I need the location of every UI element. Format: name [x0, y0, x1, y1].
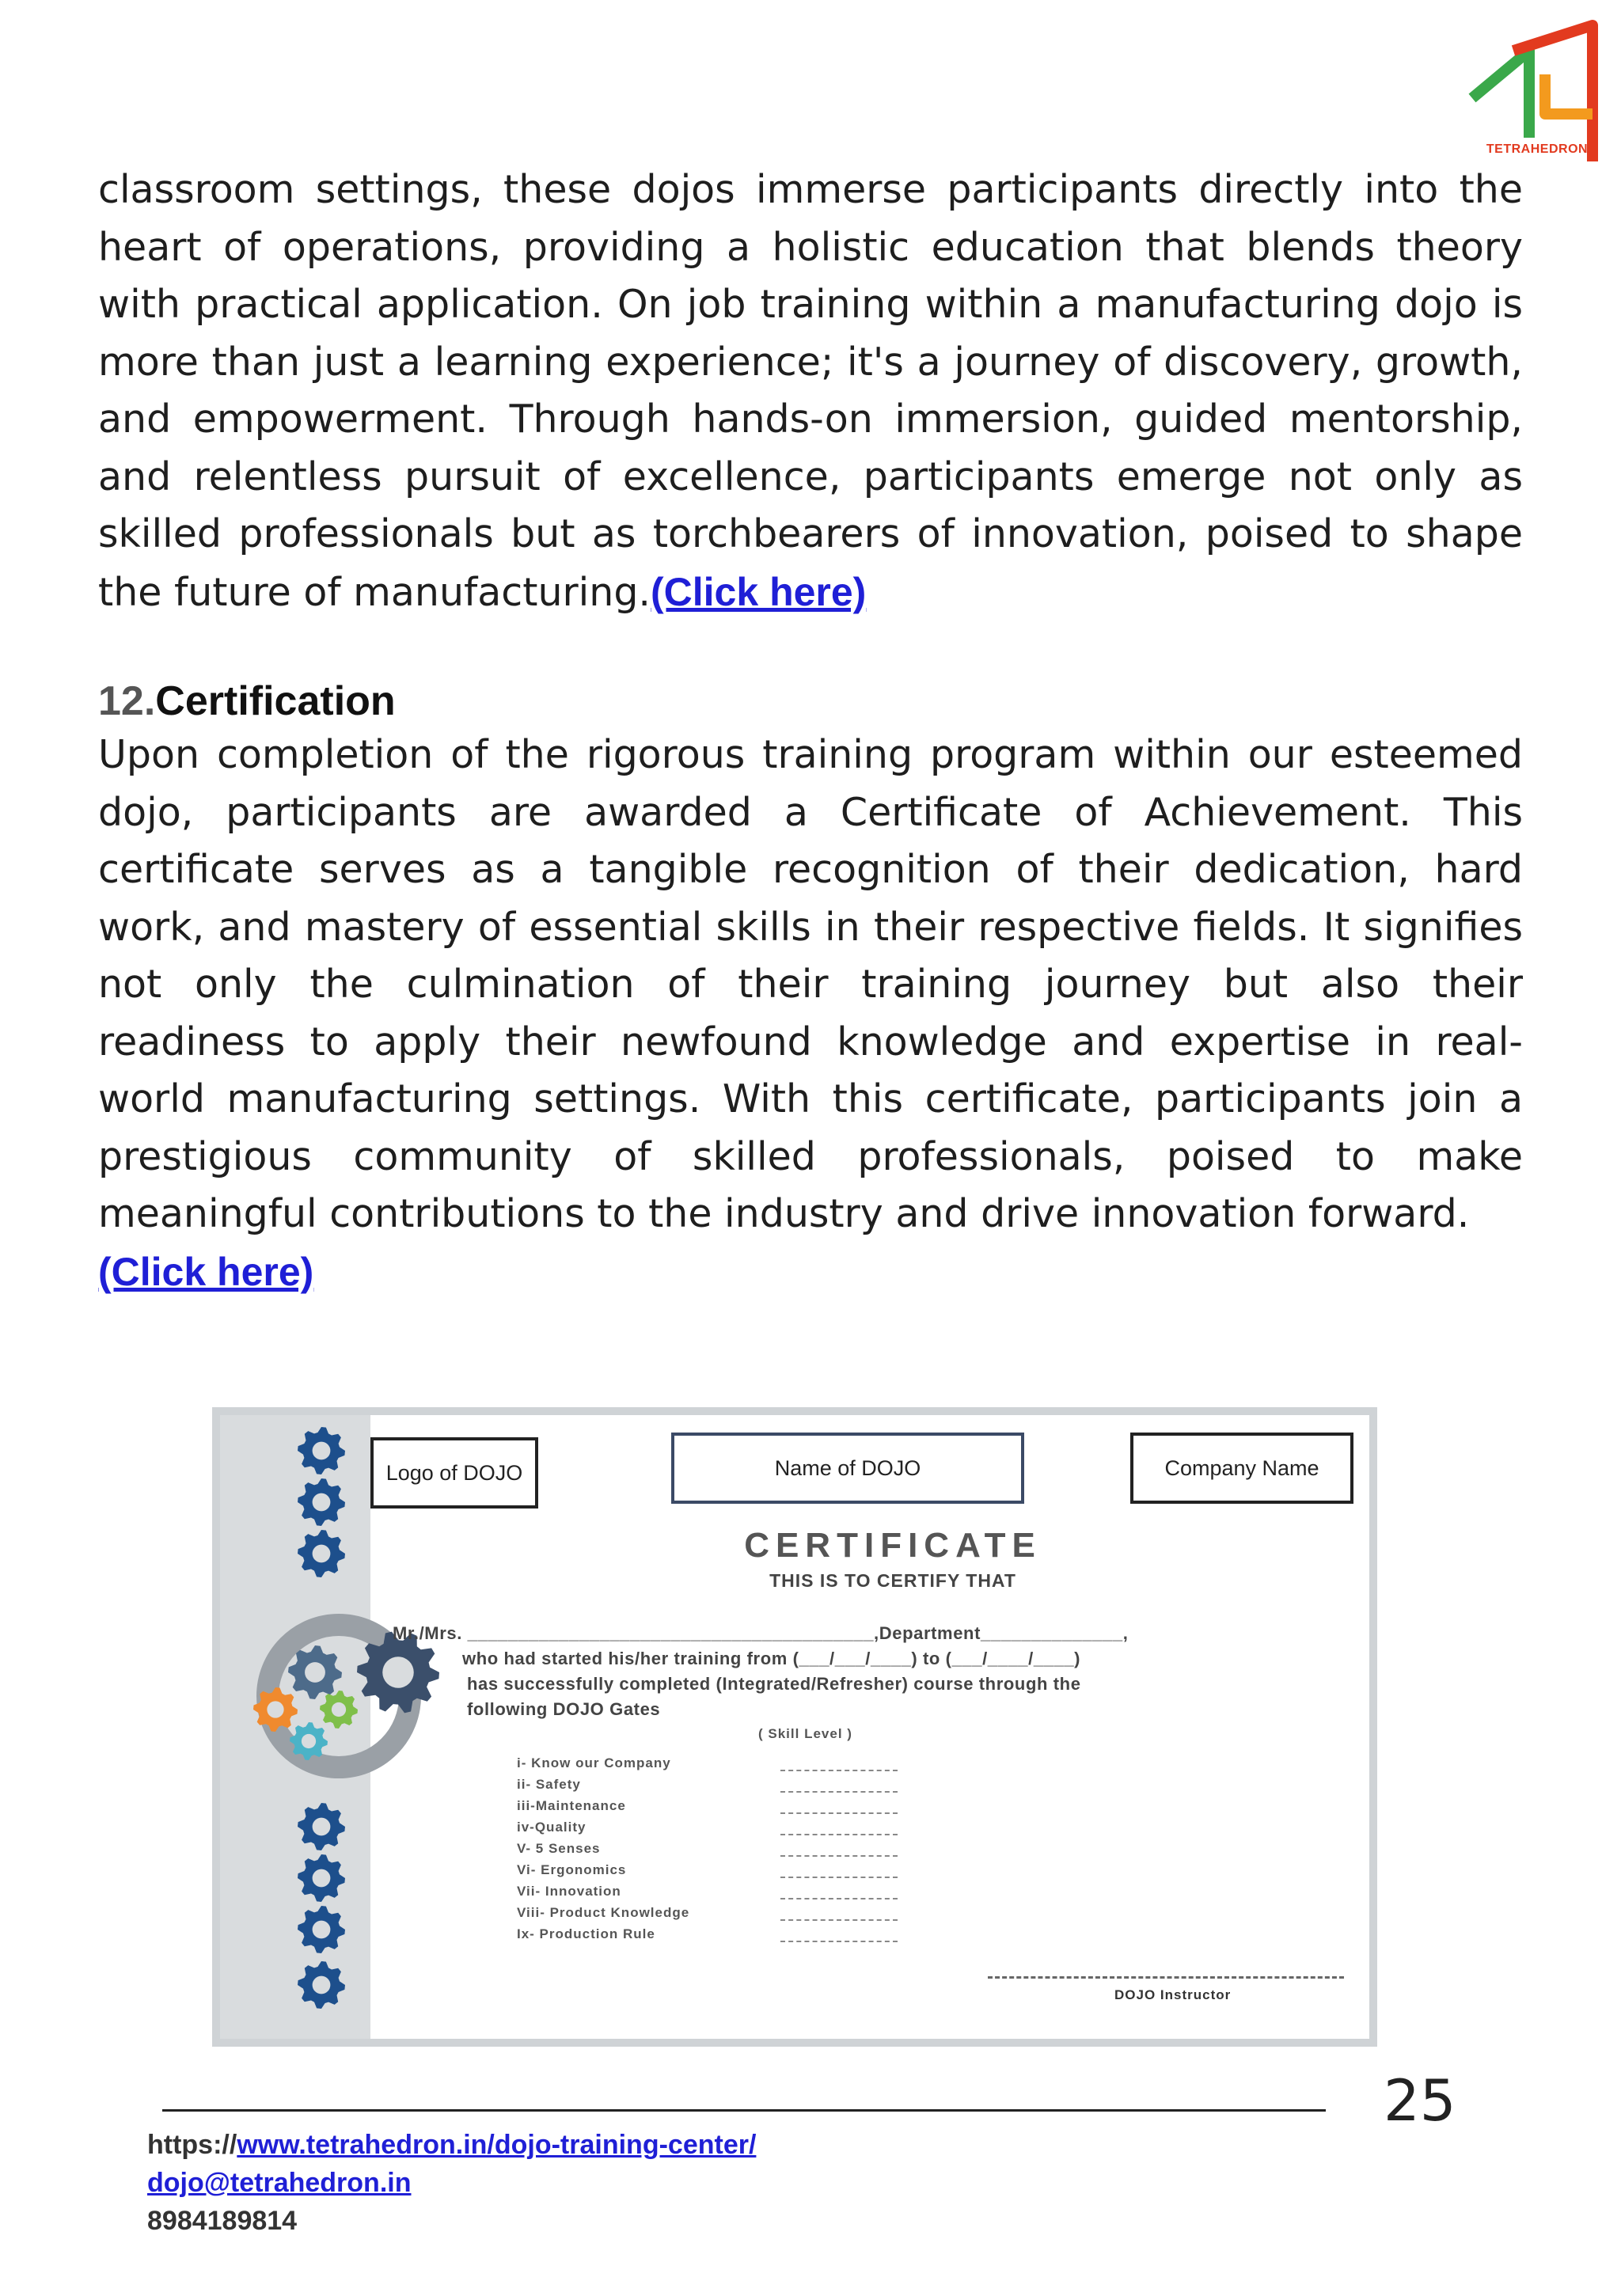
tetrahedron-logo: [1466, 19, 1600, 161]
skill-level-blank: [780, 1941, 898, 1942]
page-number: 25: [1384, 2067, 1456, 2134]
skill-item: iv-Quality: [517, 1820, 587, 1835]
paragraph-text: the future of manufacturing.: [98, 569, 651, 615]
name-of-dojo-box: Name of DOJO: [671, 1433, 1024, 1504]
skill-item: Viii- Product Knowledge: [517, 1905, 690, 1920]
gear-icon: [298, 1906, 345, 1953]
paragraph-line: and empowerment. Through hands-on immersion, guided mentorship,: [98, 397, 1523, 442]
company-name-box: Company Name: [1130, 1433, 1353, 1504]
gear-icon: [298, 1854, 345, 1902]
footer-rule: [162, 2109, 1326, 2112]
click-here-link[interactable]: (Click here): [98, 1249, 314, 1294]
footer-email: [147, 2168, 411, 2199]
gear-icon: [298, 1803, 345, 1850]
gear-icon: [253, 1687, 298, 1732]
skill-level-header: ( Skill Level ): [758, 1726, 852, 1741]
skill-level-blank: [780, 1770, 898, 1771]
certificate-image: [212, 1407, 1377, 2047]
logo-of-dojo-box: Logo of DOJO: [370, 1437, 538, 1509]
skill-level-blank: [780, 1855, 898, 1857]
gear-icon: [320, 1691, 358, 1729]
section-number: 12.: [98, 678, 156, 724]
skill-level-blank: [780, 1877, 898, 1878]
paragraph-line: and relentless pursuit of excellence, participants emerge not only as: [98, 454, 1523, 499]
certificate-subtitle: THIS IS TO CERTIFY THAT: [769, 1570, 1016, 1591]
paragraph-line: dojo, participants are awarded a Certificate of Achievement. This: [98, 789, 1523, 835]
paragraph-line: skilled professionals but as torchbearers of innovation, poised to shape: [98, 511, 1523, 556]
signature-line: [988, 1976, 1344, 1979]
skill-item: Vi- Ergonomics: [517, 1862, 627, 1877]
skill-level-blank: [780, 1812, 898, 1814]
gear-icon: [357, 1632, 439, 1713]
paragraph-line: with practical application. On job training within a manufacturing dojo is: [98, 282, 1523, 327]
paragraph-line: readiness to apply their newfound knowledge and expertise in real-: [98, 1019, 1523, 1065]
paragraph-line: heart of operations, providing a holistic education that blends theory: [98, 224, 1523, 270]
certificate-body: [220, 1415, 1369, 2039]
paragraph-line: classroom settings, these dojos immerse participants directly into the: [98, 167, 1523, 212]
click-here-link[interactable]: (Click here): [651, 569, 867, 614]
footer-phone: [147, 2206, 297, 2237]
certificate-gates-line: following DOJO Gates: [467, 1699, 661, 1719]
certificate-date-line: who had started his/her training from (___/___/____) to (___/____/____): [462, 1649, 1081, 1668]
skill-level-blank: [780, 1898, 898, 1899]
skill-item: Ix- Production Rule: [517, 1926, 655, 1941]
phone-number: 8984189814: [147, 2206, 298, 2236]
logo-text: TETRAHEDRON: [1486, 142, 1589, 156]
skill-item: i- Know our Company: [517, 1755, 671, 1770]
section-heading: [98, 677, 396, 725]
paragraph-line: Upon completion of the rigorous training program within our esteemed: [98, 732, 1523, 777]
section-12-paragraph: [98, 727, 1523, 1300]
website-link[interactable]: www.tetrahedron.in/dojo-training-center/: [237, 2130, 757, 2160]
skill-item: V- 5 Senses: [517, 1841, 601, 1856]
certificate-title: CERTIFICATE: [744, 1526, 1042, 1565]
skill-level-blank: [780, 1919, 898, 1921]
email-link[interactable]: dojo@tetrahedron.in: [147, 2168, 412, 2198]
paragraph-link-line: [98, 1243, 1523, 1301]
skill-item: iii-Maintenance: [517, 1798, 626, 1813]
paragraph-line: certificate serves as a tangible recognition of their dedication, hard: [98, 847, 1523, 892]
paragraph-line: meaningful contributions to the industry and drive innovation forward.: [98, 1191, 1470, 1236]
gear-icon: [298, 1530, 345, 1577]
paragraph-line: prestigious community of skilled professionals, poised to make: [98, 1133, 1523, 1179]
certificate-name-line: Mr./Mrs. ________________________________________,Department______________,: [393, 1623, 1129, 1643]
skill-level-blank: [780, 1834, 898, 1835]
gear-icon: [288, 1645, 342, 1699]
skill-level-blank: [780, 1791, 898, 1793]
section-title: Certification: [155, 678, 396, 724]
paragraph-line: work, and mastery of essential skills in their respective fields. It signifies: [98, 904, 1523, 950]
section-11-paragraph: [98, 161, 1523, 620]
skill-item: ii- Safety: [517, 1777, 581, 1792]
dojo-instructor-label: DOJO Instructor: [1114, 1987, 1232, 2002]
paragraph-line: not only the culmination of their training journey but also their: [98, 962, 1523, 1007]
gear-icon: [290, 1722, 328, 1760]
paragraph-line: world manufacturing settings. With this certificate, participants join a: [98, 1076, 1523, 1121]
paragraph-last-line: [98, 564, 1523, 621]
gear-icon: [298, 1427, 345, 1474]
paragraph-line: more than just a learning experience; it's a journey of discovery, growth,: [98, 339, 1523, 385]
gear-icon: [298, 1478, 345, 1526]
certificate-course-line: has successfully completed (Integrated/Refresher) course through the: [467, 1674, 1081, 1694]
url-prefix: https://: [147, 2130, 237, 2160]
footer-url: [147, 2130, 756, 2161]
gear-icon: [298, 1961, 345, 2009]
skill-item: Vii- Innovation: [517, 1884, 621, 1899]
